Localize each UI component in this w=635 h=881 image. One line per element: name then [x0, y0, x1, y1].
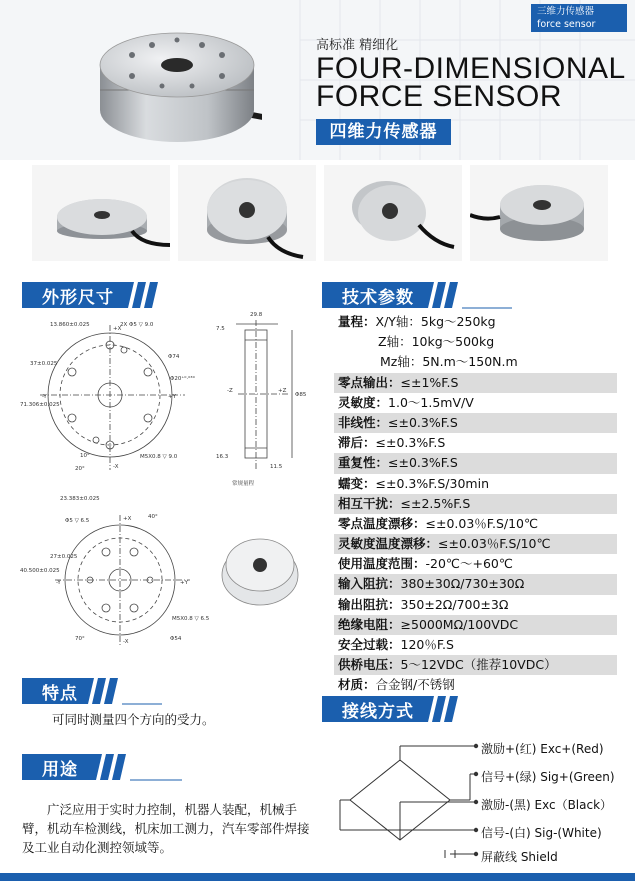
dim-label: M5X0.8 ▽ 6.5 [172, 616, 210, 622]
dim-label: 70° [75, 636, 85, 642]
spec-value: ≤±0.3%F.S [388, 455, 458, 471]
spec-value: ≤±0.03％F.S/10℃ [425, 515, 539, 531]
spec-table [334, 312, 617, 696]
dim-label: -X [113, 464, 119, 470]
wire-exc-plus: 激励+(红) Exc+(Red) [481, 742, 604, 756]
dim-label: 7.5 [216, 326, 225, 332]
spec-row [334, 574, 617, 594]
spec-key: 供桥电压： [338, 657, 401, 673]
section-specs [322, 280, 512, 310]
thumbnail-4 [470, 165, 608, 261]
spec-key: 蠕变： [338, 475, 376, 491]
spec-key: 输出阻抗： [338, 596, 401, 612]
dim-label: 40° [148, 514, 158, 520]
wire-exc-minus: 激励-(黑) Exc（Black） [481, 798, 613, 812]
dim-label: Φ74 [168, 354, 180, 360]
category-tag-en: force sensor [537, 19, 596, 30]
spec-row [334, 514, 617, 534]
dim-label: 29.8 [250, 312, 263, 318]
spec-key: 灵敏度温度漂移： [338, 536, 439, 552]
dim-label: 23.383±0.025 [60, 496, 100, 502]
subtitle: 高标准 精细化 [316, 38, 399, 53]
page-title [316, 52, 626, 113]
spec-key: 零点输出： [338, 374, 401, 390]
dim-label: -Y [42, 394, 47, 400]
dim-label: +Z [278, 388, 287, 394]
spec-row [334, 453, 617, 473]
dim-label: 11.5 [270, 464, 283, 470]
dim-label: -X [123, 639, 129, 645]
dim-label: 40.500±0.025 [20, 568, 60, 574]
spec-value: 5～12VDC（推荐10VDC） [400, 657, 557, 673]
dim-label: Φ54 [170, 636, 182, 642]
spec-key: 非线性： [338, 414, 389, 430]
dim-label: 2X Φ5 ▽ 9.0 [120, 322, 154, 328]
spec-key: 输入阻抗： [338, 576, 401, 592]
spec-key: 材质： [338, 677, 376, 693]
spec-key: 滞后： [338, 435, 376, 451]
thumbnail-1 [32, 165, 170, 261]
dim-label: -Z [227, 388, 233, 394]
spec-key: 量程： [338, 314, 376, 329]
dim-label: 16.3 [216, 454, 229, 460]
spec-key: 零点温度漂移： [338, 515, 426, 531]
dim-label: +X [113, 326, 122, 332]
spec-key: 重复性： [338, 455, 389, 471]
spec-key: 相互干扰： [338, 495, 401, 511]
spec-value: ≤±1%F.S [400, 374, 459, 390]
section-features [22, 676, 162, 706]
sensor-hero-image [92, 10, 262, 160]
section-usage-title: 用途 [42, 760, 78, 780]
thumbnail-strip [32, 165, 608, 261]
spec-value: -20℃～+60℃ [425, 556, 513, 572]
spec-row [334, 413, 617, 433]
spec-row [334, 534, 617, 554]
dim-label: 71.306±0.025 [20, 402, 60, 408]
title-line-2: FORCE SENSOR [316, 80, 563, 113]
wire-sig-plus: 信号+(绿) Sig+(Green) [481, 770, 615, 784]
spec-value: ≤±0.3%F.S/30min [375, 475, 489, 491]
section-features-title: 特点 [42, 684, 78, 704]
thumbnail-2 [178, 165, 316, 261]
spec-key: 使用温度范围： [338, 556, 426, 572]
spec-value: X/Y轴：5kg～250kg [375, 314, 496, 329]
dim-label: +Y [180, 580, 188, 586]
dimension-drawings [20, 300, 320, 680]
title-line-1: FOUR-DIMENSIONAL [316, 52, 626, 85]
wire-sig-minus: 信号-(白) Sig-(White) [481, 826, 602, 840]
spec-key: 安全过载： [338, 637, 401, 652]
dim-label: M5X0.8 ▽ 9.0 [140, 454, 178, 460]
dim-label: Φ85 [295, 392, 307, 398]
dim-label: +X [123, 516, 132, 522]
dim-label: Φ20⁺⁰·⁰³⁰ [170, 376, 195, 382]
spec-value: 1.0～1.5mV/V [388, 394, 474, 410]
spec-value: ≤±2.5%F.S [400, 495, 471, 511]
spec-row [334, 352, 617, 372]
spec-row [334, 595, 617, 615]
spec-row [334, 393, 617, 413]
spec-value: ≤±0.03％F.S/10℃ [438, 536, 551, 552]
spec-row [334, 373, 617, 393]
spec-key: 灵敏度： [338, 394, 389, 410]
product-name-badge: 四维力传感器 [316, 119, 451, 145]
dim-label: Φ5 ▽ 6.5 [65, 518, 90, 524]
usage-text: 广泛应用于实时力控制，机器人装配，机械手臂，机动车检测线，机床加工测力，汽车零部件焊接及工业自动化测控领域等。 [22, 802, 310, 855]
dim-label: +Y [168, 394, 176, 400]
spec-value: ≤±0.3%F.S [388, 414, 458, 430]
spec-row [334, 635, 617, 655]
spec-row [334, 433, 617, 453]
section-specs-title: 技术参数 [342, 288, 414, 308]
dim-label: 常规量程 [232, 481, 255, 487]
spec-row [334, 615, 617, 635]
category-tag [531, 4, 627, 32]
section-wiring-title: 接线方式 [342, 702, 414, 722]
spec-value: 合金钢/不锈钢 [375, 677, 455, 693]
spec-value: 120％F.S [400, 637, 454, 652]
dim-label: 20° [75, 466, 85, 472]
spec-key: 绝缘电阻： [338, 616, 401, 632]
section-usage [22, 752, 182, 782]
features-text: 可同时测量四个方向的受力。 [52, 712, 215, 727]
spec-value: Mz轴：5N.m～150N.m [380, 354, 518, 370]
wire-shield: 屏蔽线 Shield [481, 850, 558, 864]
spec-row [334, 474, 617, 494]
spec-row [334, 332, 617, 352]
wiring-diagram [330, 730, 490, 870]
dim-label: 37±0.025 [30, 361, 58, 367]
category-tag-cn: 三维力传感器 [537, 6, 595, 17]
spec-value: 350±2Ω/700±3Ω [400, 596, 509, 612]
spec-value: ≤±0.3%F.S [375, 435, 446, 451]
section-wiring [322, 694, 502, 724]
spec-row [334, 494, 617, 514]
dim-label: 27±0.025 [50, 554, 78, 560]
thumbnail-3 [324, 165, 462, 261]
section-dimensions-title: 外形尺寸 [42, 288, 114, 308]
dim-label: 13.860±0.025 [50, 322, 90, 328]
spec-value: Z轴：10kg～500kg [378, 334, 495, 350]
spec-row [334, 675, 617, 695]
spec-row [334, 312, 617, 332]
spec-row [334, 554, 617, 574]
spec-row [334, 655, 617, 675]
dim-label: 10° [80, 453, 90, 459]
spec-value: ≥5000MΩ/100VDC [400, 616, 519, 632]
dim-label: -Y [56, 580, 61, 586]
spec-value: 380±30Ω/730±30Ω [400, 576, 525, 592]
footer-bar [0, 873, 635, 881]
